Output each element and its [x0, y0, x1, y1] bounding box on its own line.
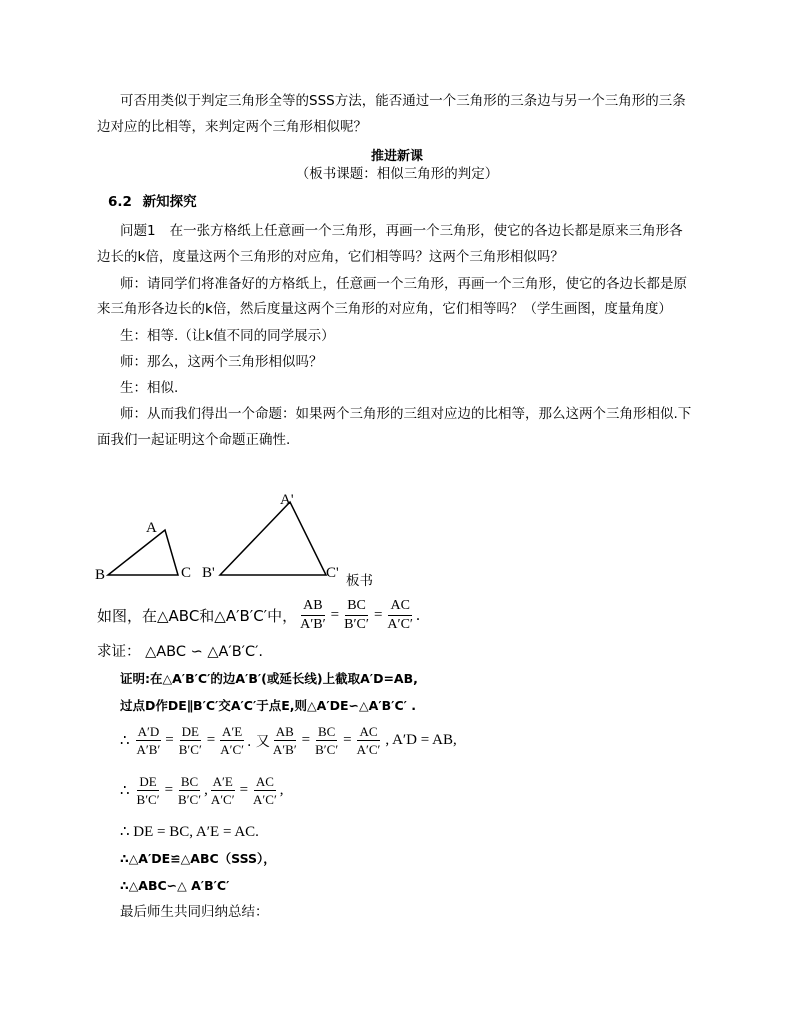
section-subtitle: （板书课题：相似三角形的判定） [295, 166, 499, 182]
proof-line-3: ∴ $\frac{A'D}{A'B'}$ = $\frac{DE}{B'C'}$ = $\frac{A'E}{A'C'}$ . 又 $\frac{AB}{A'B'}$ = $\frac{BC}{B'C'}$ = $\frac{AC}{A'C'}$ , A′D = AB, [120, 724, 457, 757]
intro-line-2: 边对应的比相等，来判定两个三角形相似呢？ [97, 119, 367, 135]
given-fraction-1: $\frac{AB}{A'B'}$ [300, 598, 326, 632]
proof-line-2: 过点D作DE∥B′C′交A′C′于点E,则△A′DE∽△A′B′C′ . [120, 698, 417, 713]
label-B: B [95, 567, 106, 583]
proof-4-fraction-3: $\frac{A'E}{A'C'}$ [210, 774, 235, 807]
teacher-1-line-1: 师：请同学们将准备好的方格纸上，任意画一个三角形，再画一个三角形，使它的各边长都是原 [120, 276, 687, 292]
teacher-1-line-2: 来三角形各边长的k倍，然后度量这两个三角形的对应角，它们相等吗？（学生画图，度量角度） [97, 301, 672, 317]
small-triangle [108, 530, 178, 575]
student-1: 生：相等.（让k值不同的同学展示） [120, 328, 335, 344]
given-line: 如图，在△ABC和△A′B′C′中， $\frac{AB}{A'B'}$ = $\frac{BC}{B'C'}$ = $\frac{AC}{A'C'}$ . [97, 598, 420, 632]
intro-line-1: 可否用类似于判定三角形全等的SSS方法，能否通过一个三角形的三条边与另一个三角形的三条 [120, 93, 686, 109]
given-fraction-3: $\frac{AC}{A'C'}$ [387, 598, 413, 632]
label-A: A [146, 520, 157, 536]
large-triangle [220, 502, 326, 575]
teacher-3-line-2: 面我们一起证明这个命题正确性. [97, 432, 291, 448]
proof-3-fraction-6: $\frac{AC}{A'C'}$ [356, 724, 381, 757]
proof-line-4: ∴ $\frac{DE}{B'C'}$ = $\frac{BC}{B'C'}$ , $\frac{A'E}{A'C'}$ = $\frac{AC}{A'C'}$ , [120, 774, 284, 807]
label-A-prime: A' [280, 492, 294, 508]
proof-line-8: 最后师生共同归纳总结： [120, 904, 269, 920]
question-1-label: 问题1 [120, 223, 156, 239]
proof-3-fraction-4: $\frac{AB}{A'B'}$ [272, 724, 297, 757]
label-C: C [181, 565, 192, 581]
section-title: 推进新课 [370, 149, 423, 164]
proof-line-1: 证明:在△A′B′C′的边A′B′(或延长线)上截取A′D=AB, [120, 671, 418, 686]
question-1-text: 在一张方格纸上任意画一个三角形，再画一个三角形，使它的各边长都是原来三角形各 [169, 223, 683, 239]
subsection-heading [108, 193, 197, 211]
proof-3-fraction-2: $\frac{DE}{B'C'}$ [178, 724, 202, 757]
teacher-2: 师：那么，这两个三角形相似吗？ [120, 354, 323, 370]
proof-4-fraction-1: $\frac{DE}{B'C'}$ [136, 774, 160, 807]
subsection-number: 6.2 [108, 194, 132, 210]
proof-4-fraction-4: $\frac{AC}{A'C'}$ [253, 774, 277, 807]
prove-statement: 求证： △ABC ∽ △A′B′C′. [97, 644, 263, 660]
question-1-line-1 [120, 222, 683, 240]
proof-3-fraction-5: $\frac{BC}{B'C'}$ [315, 724, 339, 757]
label-B-prime: B' [202, 565, 215, 581]
given-prefix: 如图，在△ABC和△A′B′C′中， [97, 607, 298, 625]
label-C-prime: C' [326, 565, 339, 581]
proof-3-fraction-1: $\frac{A'D}{A'B'}$ [136, 724, 161, 757]
proof-line-7: ∴△ABC∽△ A′B′C′ [120, 878, 230, 893]
question-1-line-2: 边长的k倍，度量这两个三角形的对应角，它们相等吗？这两个三角形相似吗？ [97, 249, 564, 265]
subsection-title: 新知探究 [142, 194, 197, 210]
given-fraction-2: $\frac{BC}{B'C'}$ [344, 598, 369, 632]
teacher-3-line-1: 师：从而我们得出一个命题：如果两个三角形的三组对应边的比相等，那么这两个三角形相似.下 [120, 406, 692, 422]
proof-3-fraction-3: $\frac{A'E}{A'C'}$ [220, 724, 245, 757]
proof-line-5: ∴ DE = BC, A′E = AC. [120, 824, 259, 840]
figure-caption: 板书 [346, 573, 373, 589]
proof-4-fraction-2: $\frac{BC}{B'C'}$ [178, 774, 202, 807]
student-2: 生：相似. [120, 380, 179, 396]
proof-line-6: ∴△A′DE≌△ABC（SSS）， [120, 851, 276, 866]
